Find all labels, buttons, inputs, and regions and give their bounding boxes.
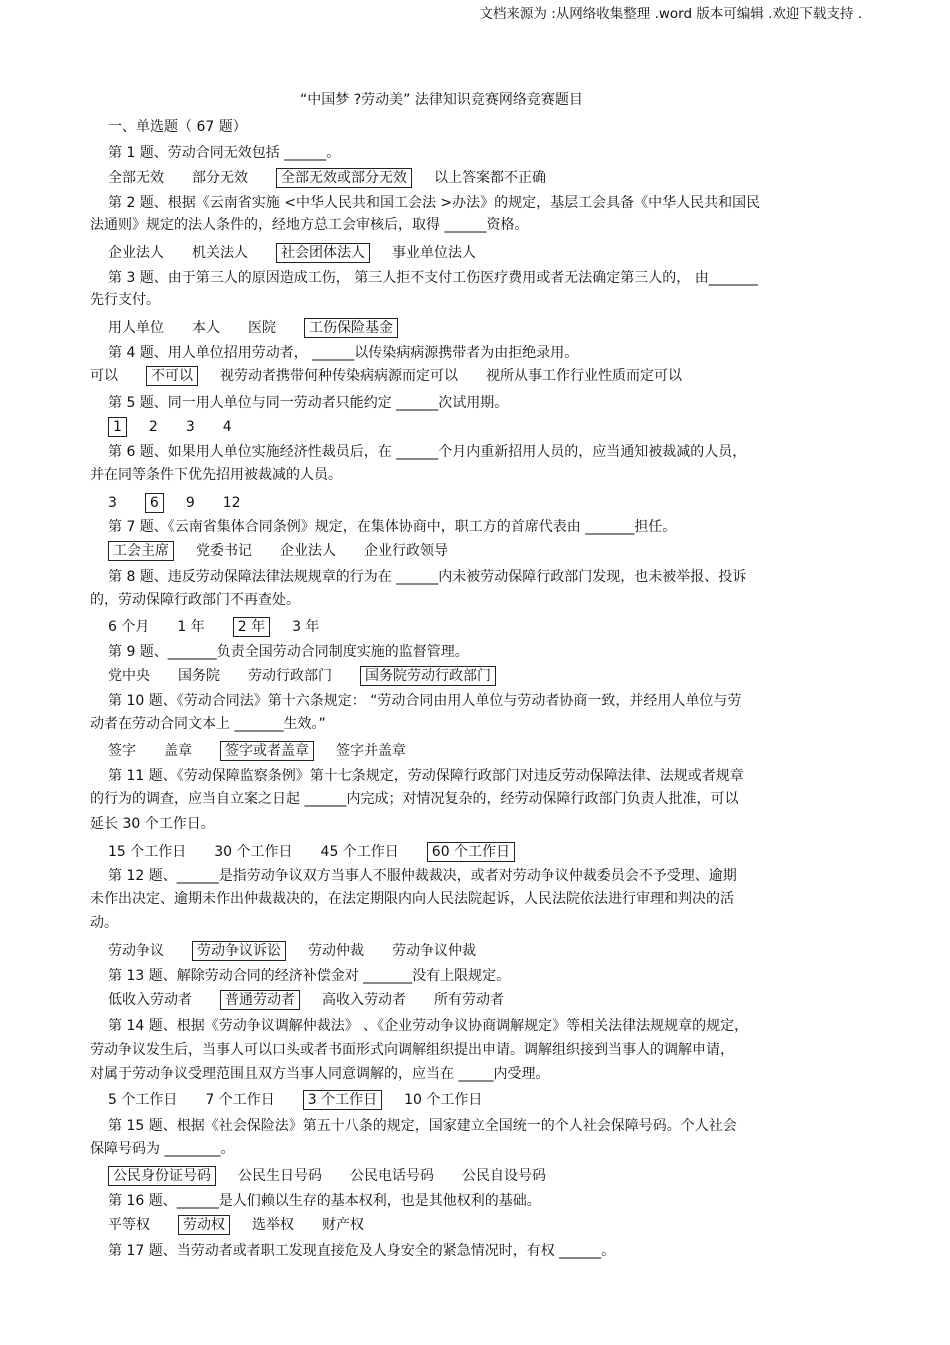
correct-answer-option: 3 个工作日 (303, 1090, 382, 1110)
answer-option: 公民自设号码 (462, 1168, 546, 1184)
answer-option: 财产权 (322, 1217, 364, 1233)
question-text: 第 16 题、______是人们赖以生存的基本权利，也是其他权利的基础。 (108, 1193, 541, 1209)
answer-options (108, 168, 574, 188)
correct-answer-option: 社会团体法人 (276, 243, 370, 263)
question-text: 第 5 题、同一用人单位与同一劳动者只能约定 ______次试用期。 (108, 395, 509, 411)
answer-options (108, 666, 518, 686)
answer-option: 国务院 (178, 668, 220, 684)
question-text: 第 12 题、______是指劳动争议双方当事人不服仲裁裁决，或者对劳动争议仲裁委员会不予受理、逾期 (108, 868, 737, 884)
answer-option: 企业法人 (280, 543, 336, 559)
answer-option: 视劳动者携带何种传染病病源而定可以 (220, 368, 458, 384)
question-text: 并在同等条件下优先招用被裁减的人员。 (90, 467, 342, 483)
question-text: 动。 (90, 915, 118, 931)
question-text: 第 10 题、《劳动合同法》第十六条规定： “劳动合同由用人单位与劳动者协商一致，并经用人单位与劳 (108, 693, 742, 709)
answer-option: 45 个工作日 (320, 844, 399, 860)
answer-options (90, 366, 710, 386)
answer-option: 本人 (192, 320, 220, 336)
answer-options (108, 243, 504, 263)
answer-option: 6 个月 (108, 619, 150, 635)
question-text: 先行支付。 (90, 292, 160, 308)
correct-answer-option: 劳动争议诉讼 (192, 941, 286, 961)
answer-options (108, 741, 434, 761)
answer-options (108, 1090, 510, 1110)
answer-option: 7 个工作日 (205, 1092, 275, 1108)
answer-option: 3 年 (292, 619, 320, 635)
correct-answer-option: 普通劳动者 (220, 990, 300, 1010)
answer-option: 劳动行政部门 (248, 668, 332, 684)
correct-answer-option: 公民身份证号码 (108, 1166, 216, 1186)
answer-options (108, 318, 420, 338)
correct-answer-option: 劳动权 (178, 1215, 230, 1235)
page-header-note: 文档来源为 :从网络收集整理 .word 版本可编辑 .欢迎下载支持 . (479, 6, 862, 22)
answer-option: 高收入劳动者 (322, 992, 406, 1008)
correct-answer-option: 6 (145, 493, 164, 513)
answer-option: 党中央 (108, 668, 150, 684)
question-text: 第 4 题、用人单位招用劳动者， ______以传染病病源携带者为由拒绝录用。 (108, 345, 579, 361)
answer-option: 企业法人 (108, 245, 164, 261)
answer-options (108, 1215, 392, 1235)
answer-option: 9 (185, 495, 195, 511)
question-text: 第 3 题、由于第三人的原因造成工伤， 第三人拒不支付工伤医疗费用或者无法确定第三人的， 由_______ (108, 270, 758, 286)
question-text: 第 17 题、当劳动者或者职工发现直接危及人身安全的紧急情况时，有权 ______。 (108, 1243, 616, 1259)
question-text: 第 7 题、《云南省集体合同条例》规定，在集体协商中，职工方的首席代表由 _______担任。 (108, 519, 677, 535)
question-text: 未作出决定、逾期未作出仲裁裁决的，在法定期限内向人民法院起诉，人民法院依法进行审理和判决的活 (90, 891, 734, 907)
answer-option: 企业行政领导 (364, 543, 448, 559)
answer-option: 低收入劳动者 (108, 992, 192, 1008)
answer-options (108, 842, 537, 862)
question-text: 延长 30 个工作日。 (90, 816, 215, 832)
question-text: 法通则》规定的法人条件的，经地方总工会审核后，取得 ______资格。 (90, 217, 529, 233)
correct-answer-option: 工会主席 (108, 541, 174, 561)
answer-options (108, 617, 347, 637)
answer-option: 医院 (248, 320, 276, 336)
answer-option: 签字 (108, 743, 136, 759)
question-text: 对属于劳动争议受理范围且双方当事人同意调解的，应当在 _____内受理。 (90, 1066, 550, 1082)
question-text: 劳动争议发生后，当事人可以口头或者书面形式向调解组织提出申请。调解组织接到当事人的调解申请， (90, 1042, 734, 1058)
question-text: 第 1 题、劳动合同无效包括 ______。 (108, 145, 341, 161)
correct-answer-option: 2 年 (233, 617, 270, 637)
answer-options (108, 493, 269, 513)
correct-answer-option: 工伤保险基金 (304, 318, 398, 338)
question-text: 的，劳动保障行政部门不再查处。 (90, 592, 300, 608)
answer-option: 视所从事工作行业性质而定可以 (486, 368, 682, 384)
answer-option: 用人单位 (108, 320, 164, 336)
correct-answer-option: 全部无效或部分无效 (276, 168, 412, 188)
answer-option: 以上答案都不正确 (434, 170, 546, 186)
answer-option: 2 (148, 419, 158, 435)
question-text: 第 11 题、《劳动保障监察条例》第十七条规定，劳动保障行政部门对违反劳动保障法律、法规或者规章 (108, 768, 744, 784)
correct-answer-option: 国务院劳动行政部门 (360, 666, 496, 686)
question-text: 的行为的调查，应当自立案之日起 ______内完成；对情况复杂的，经劳动保障行政部门负责人批准，可以 (90, 791, 739, 807)
question-text: 保障号码为 ________。 (90, 1141, 235, 1157)
question-text: 第 8 题、违反劳动保障法律法规规章的行为在 ______内未被劳动保障行政部门发现，也未被举报、投诉 (108, 569, 747, 585)
correct-answer-option: 不可以 (146, 366, 198, 386)
correct-answer-option: 1 (108, 417, 127, 437)
answer-option: 劳动争议仲裁 (392, 943, 476, 959)
question-text: 第 15 题、根据《社会保险法》第五十八条的规定，国家建立全国统一的个人社会保障号码。个人社会 (108, 1118, 737, 1134)
answer-option: 10 个工作日 (404, 1092, 483, 1108)
question-text: 动者在劳动合同文本上 _______生效。” (90, 716, 326, 732)
answer-options (108, 990, 532, 1010)
answer-option: 全部无效 (108, 170, 164, 186)
answer-option: 15 个工作日 (108, 844, 187, 860)
answer-option: 选举权 (252, 1217, 294, 1233)
answer-option: 平等权 (108, 1217, 150, 1233)
answer-option: 可以 (90, 368, 118, 384)
document-title: “中国梦 ?劳动美” 法律知识竞赛网络竞赛题目 (300, 92, 583, 108)
question-text: 第 14 题、根据《劳动争议调解仲裁法》 、《企业劳动争议协商调解规定》等相关法律法规规章的规定， (108, 1018, 749, 1034)
answer-options (108, 941, 504, 961)
answer-option: 所有劳动者 (434, 992, 504, 1008)
question-text: 第 6 题、如果用人单位实施经济性裁员后，在 ______个月内重新招用人员的，应当通知被裁减的人员， (108, 444, 747, 460)
answer-options (108, 417, 260, 437)
answer-option: 公民生日号码 (238, 1168, 322, 1184)
question-text: 第 9 题、_______负责全国劳动合同制度实施的监督管理。 (108, 644, 469, 660)
section-heading: 一、单选题（ 67 题） (108, 119, 247, 135)
question-text: 第 2 题、根据《云南省实施 <中华人民共和国工会法 >办法》的规定，基层工会具备《中华人民共和国民 (108, 195, 761, 211)
answer-option: 3 (185, 419, 195, 435)
answer-option: 机关法人 (192, 245, 248, 261)
correct-answer-option: 60 个工作日 (427, 842, 515, 862)
answer-option: 3 (108, 495, 117, 511)
answer-option: 盖章 (164, 743, 192, 759)
answer-option: 1 年 (177, 619, 205, 635)
answer-options (108, 541, 476, 561)
question-text: 第 13 题、解除劳动合同的经济补偿金对 _______没有上限规定。 (108, 968, 511, 984)
correct-answer-option: 签字或者盖章 (220, 741, 314, 761)
answer-option: 30 个工作日 (214, 844, 293, 860)
answer-option: 劳动争议 (108, 943, 164, 959)
answer-option: 签字并盖章 (336, 743, 406, 759)
answer-option: 党委书记 (196, 543, 252, 559)
answer-option: 劳动仲裁 (308, 943, 364, 959)
answer-option: 12 (222, 495, 241, 511)
answer-option: 事业单位法人 (392, 245, 476, 261)
answer-option: 5 个工作日 (108, 1092, 178, 1108)
answer-option: 4 (222, 419, 232, 435)
answer-options (108, 1166, 574, 1186)
answer-option: 公民电话号码 (350, 1168, 434, 1184)
answer-option: 部分无效 (192, 170, 248, 186)
